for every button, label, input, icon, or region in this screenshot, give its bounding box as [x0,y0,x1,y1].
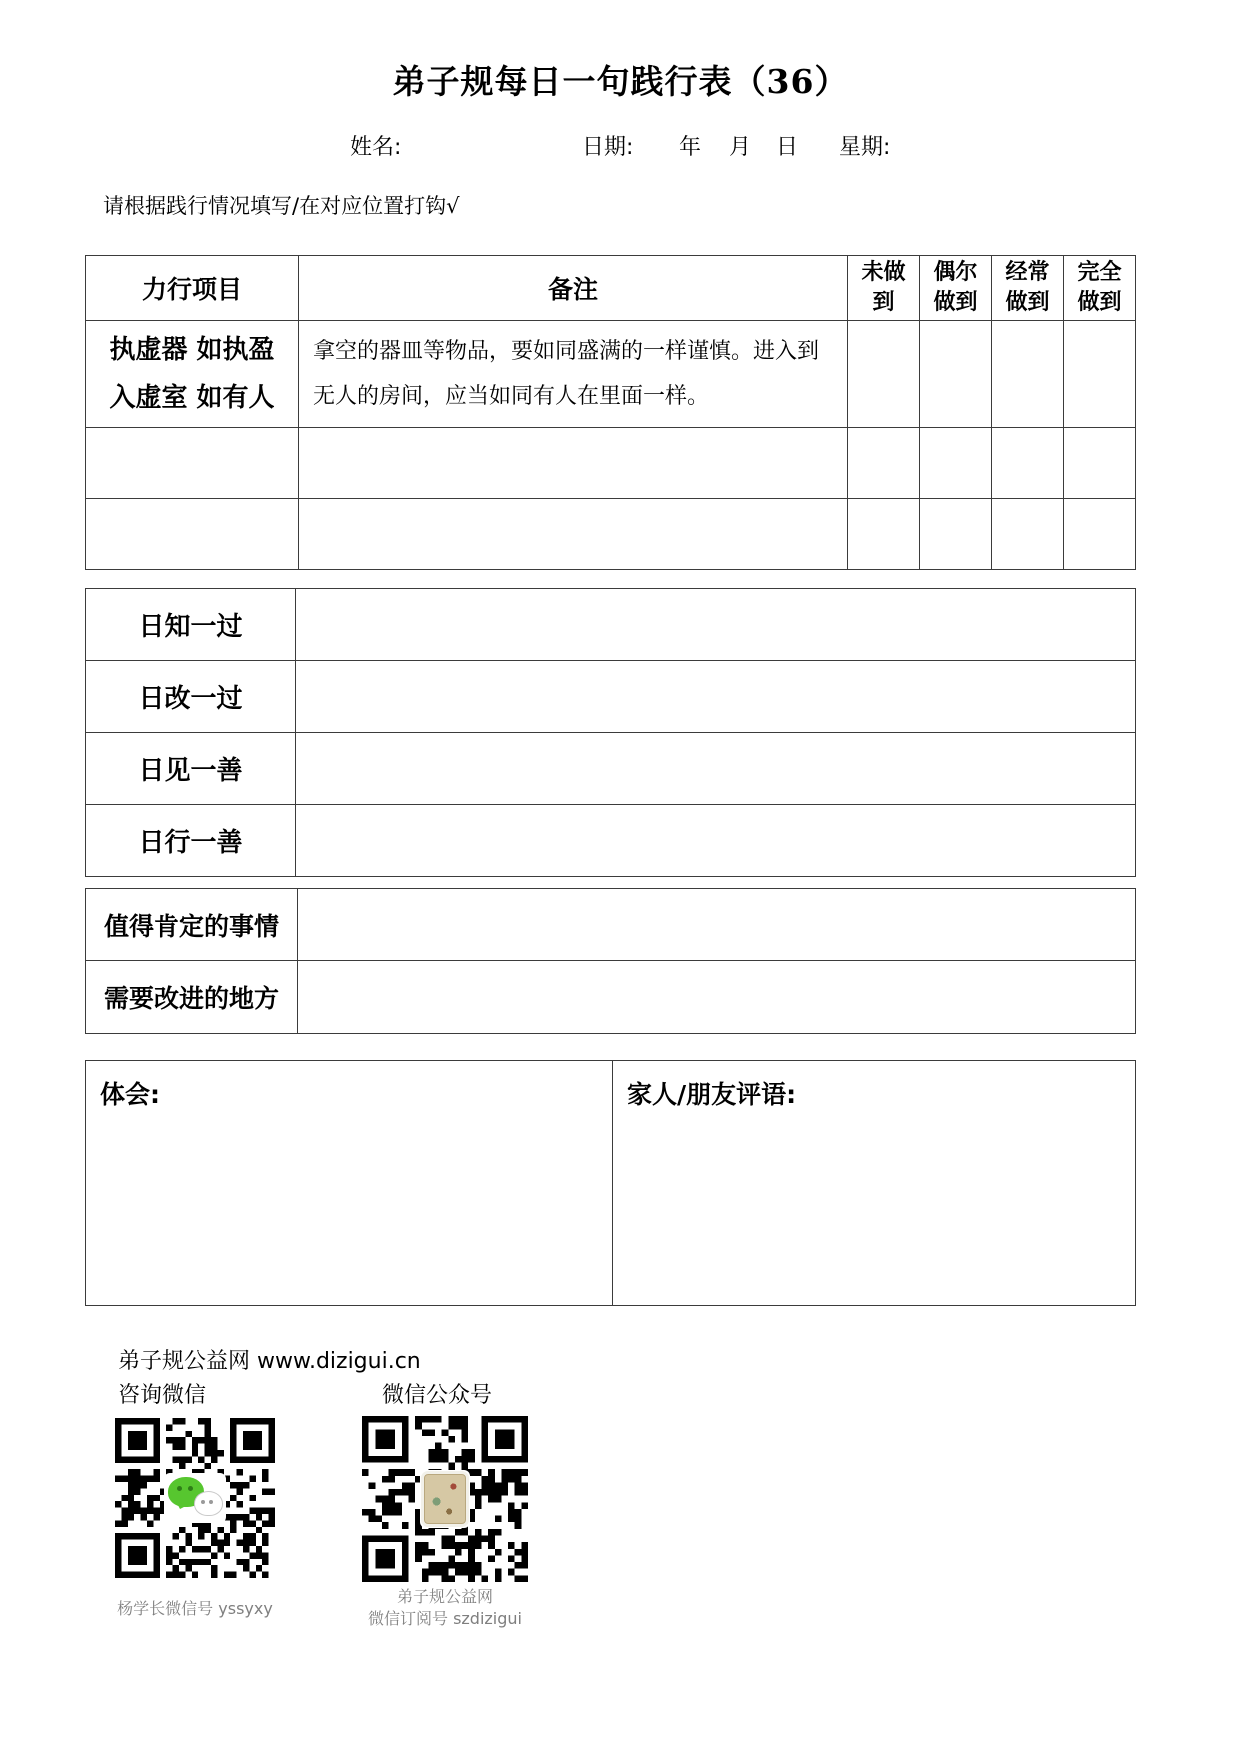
daily-row [86,733,1136,805]
practice-row-3 [86,499,1136,570]
check-cell-fully-done[interactable] [1064,428,1136,499]
consult-wechat-label: 咨询微信 [118,1383,207,1408]
col-header-fully-done: 完全做到 [1064,256,1136,321]
month-label: 月 [729,135,752,160]
practice-note-empty[interactable] [299,499,848,570]
instruction-text: 请根据践行情况填写/在对应位置打钩√ [103,194,460,218]
daily-row [86,661,1136,733]
experience-box[interactable] [86,1061,613,1306]
daily-row [86,805,1136,877]
qr-code-official-account [362,1416,528,1582]
check-cell-often-done[interactable] [992,499,1064,570]
page-title: 弟子规每日一句践行表（36） [392,62,849,101]
feedback-label-improve: 需要改进的地方 [86,961,298,1034]
check-cell-often-done[interactable] [992,321,1064,428]
daily-fill-do-good[interactable] [296,805,1136,877]
daily-fill-fix-fault[interactable] [296,661,1136,733]
date-label: 日期: [582,135,634,160]
family-comment-box[interactable] [613,1061,1136,1306]
practice-row-1 [86,321,1136,428]
daily-label-know-fault: 日知一过 [86,589,296,661]
practice-note-text: 拿空的器皿等物品，要如同盛满的一样谨慎。进入到无人的房间，应当如同有人在里面一样。 [299,321,848,428]
daily-row [86,589,1136,661]
daily-label-see-good: 日见一善 [86,733,296,805]
daily-fill-know-fault[interactable] [296,589,1136,661]
feedback-table [85,888,1136,1034]
check-cell-not-done[interactable] [848,499,920,570]
name-label: 姓名: [350,135,402,160]
year-label: 年 [679,135,702,160]
practice-item-empty[interactable] [86,428,299,499]
check-cell-often-done[interactable] [992,428,1064,499]
check-cell-occasionally-done[interactable] [920,428,992,499]
feedback-fill-affirm[interactable] [298,889,1136,961]
check-cell-fully-done[interactable] [1064,499,1136,570]
qr-caption-official-line1: 弟子规公益网 [396,1587,493,1606]
check-cell-not-done[interactable] [848,321,920,428]
week-label: 星期: [839,135,891,160]
family-comment-label: 家人/朋友评语: [627,1080,797,1109]
feedback-row [86,889,1136,961]
check-cell-not-done[interactable] [848,428,920,499]
col-header-item: 力行项目 [86,256,299,321]
practice-item-empty[interactable] [86,499,299,570]
check-cell-fully-done[interactable] [1064,321,1136,428]
check-cell-occasionally-done[interactable] [920,321,992,428]
practice-item-line1: 执虚器 如执盈 [109,334,275,365]
col-header-often-done: 经常做到 [992,256,1064,321]
check-cell-occasionally-done[interactable] [920,499,992,570]
daily-label-fix-fault: 日改一过 [86,661,296,733]
feedback-fill-improve[interactable] [298,961,1136,1034]
practice-item-text [86,321,299,428]
comments-row [86,1061,1136,1306]
col-header-not-done: 未做到 [848,256,920,321]
practice-table-header-row [86,256,1136,321]
qr-caption-consult: 杨学长微信号 yssyxy [117,1599,273,1618]
daily-label-do-good: 日行一善 [86,805,296,877]
comments-table [85,1060,1136,1306]
name-fill-area[interactable] [415,130,565,156]
practice-item-line2: 入虚室 如有人 [109,383,275,413]
feedback-row [86,961,1136,1034]
experience-label: 体会: [100,1080,160,1109]
daily-fill-see-good[interactable] [296,733,1136,805]
col-header-note: 备注 [299,256,848,321]
official-account-label: 微信公众号 [382,1383,493,1408]
practice-table [85,255,1136,570]
dizigui-logo-icon [420,1470,470,1528]
qr-code-consult-wechat [115,1418,275,1578]
day-label: 日 [776,135,799,160]
feedback-label-affirm: 值得肯定的事情 [86,889,298,961]
qr-caption-official-line2: 微信订阅号 szdizigui [367,1609,522,1629]
footer-site-text: 弟子规公益网 www.dizigui.cn [118,1349,421,1374]
daily-reflection-table [85,588,1136,877]
practice-row-2 [86,428,1136,499]
wechat-icon [164,1473,226,1523]
practice-note-empty[interactable] [299,428,848,499]
col-header-occasionally-done: 偶尔做到 [920,256,992,321]
qr-caption-official [335,1586,555,1631]
